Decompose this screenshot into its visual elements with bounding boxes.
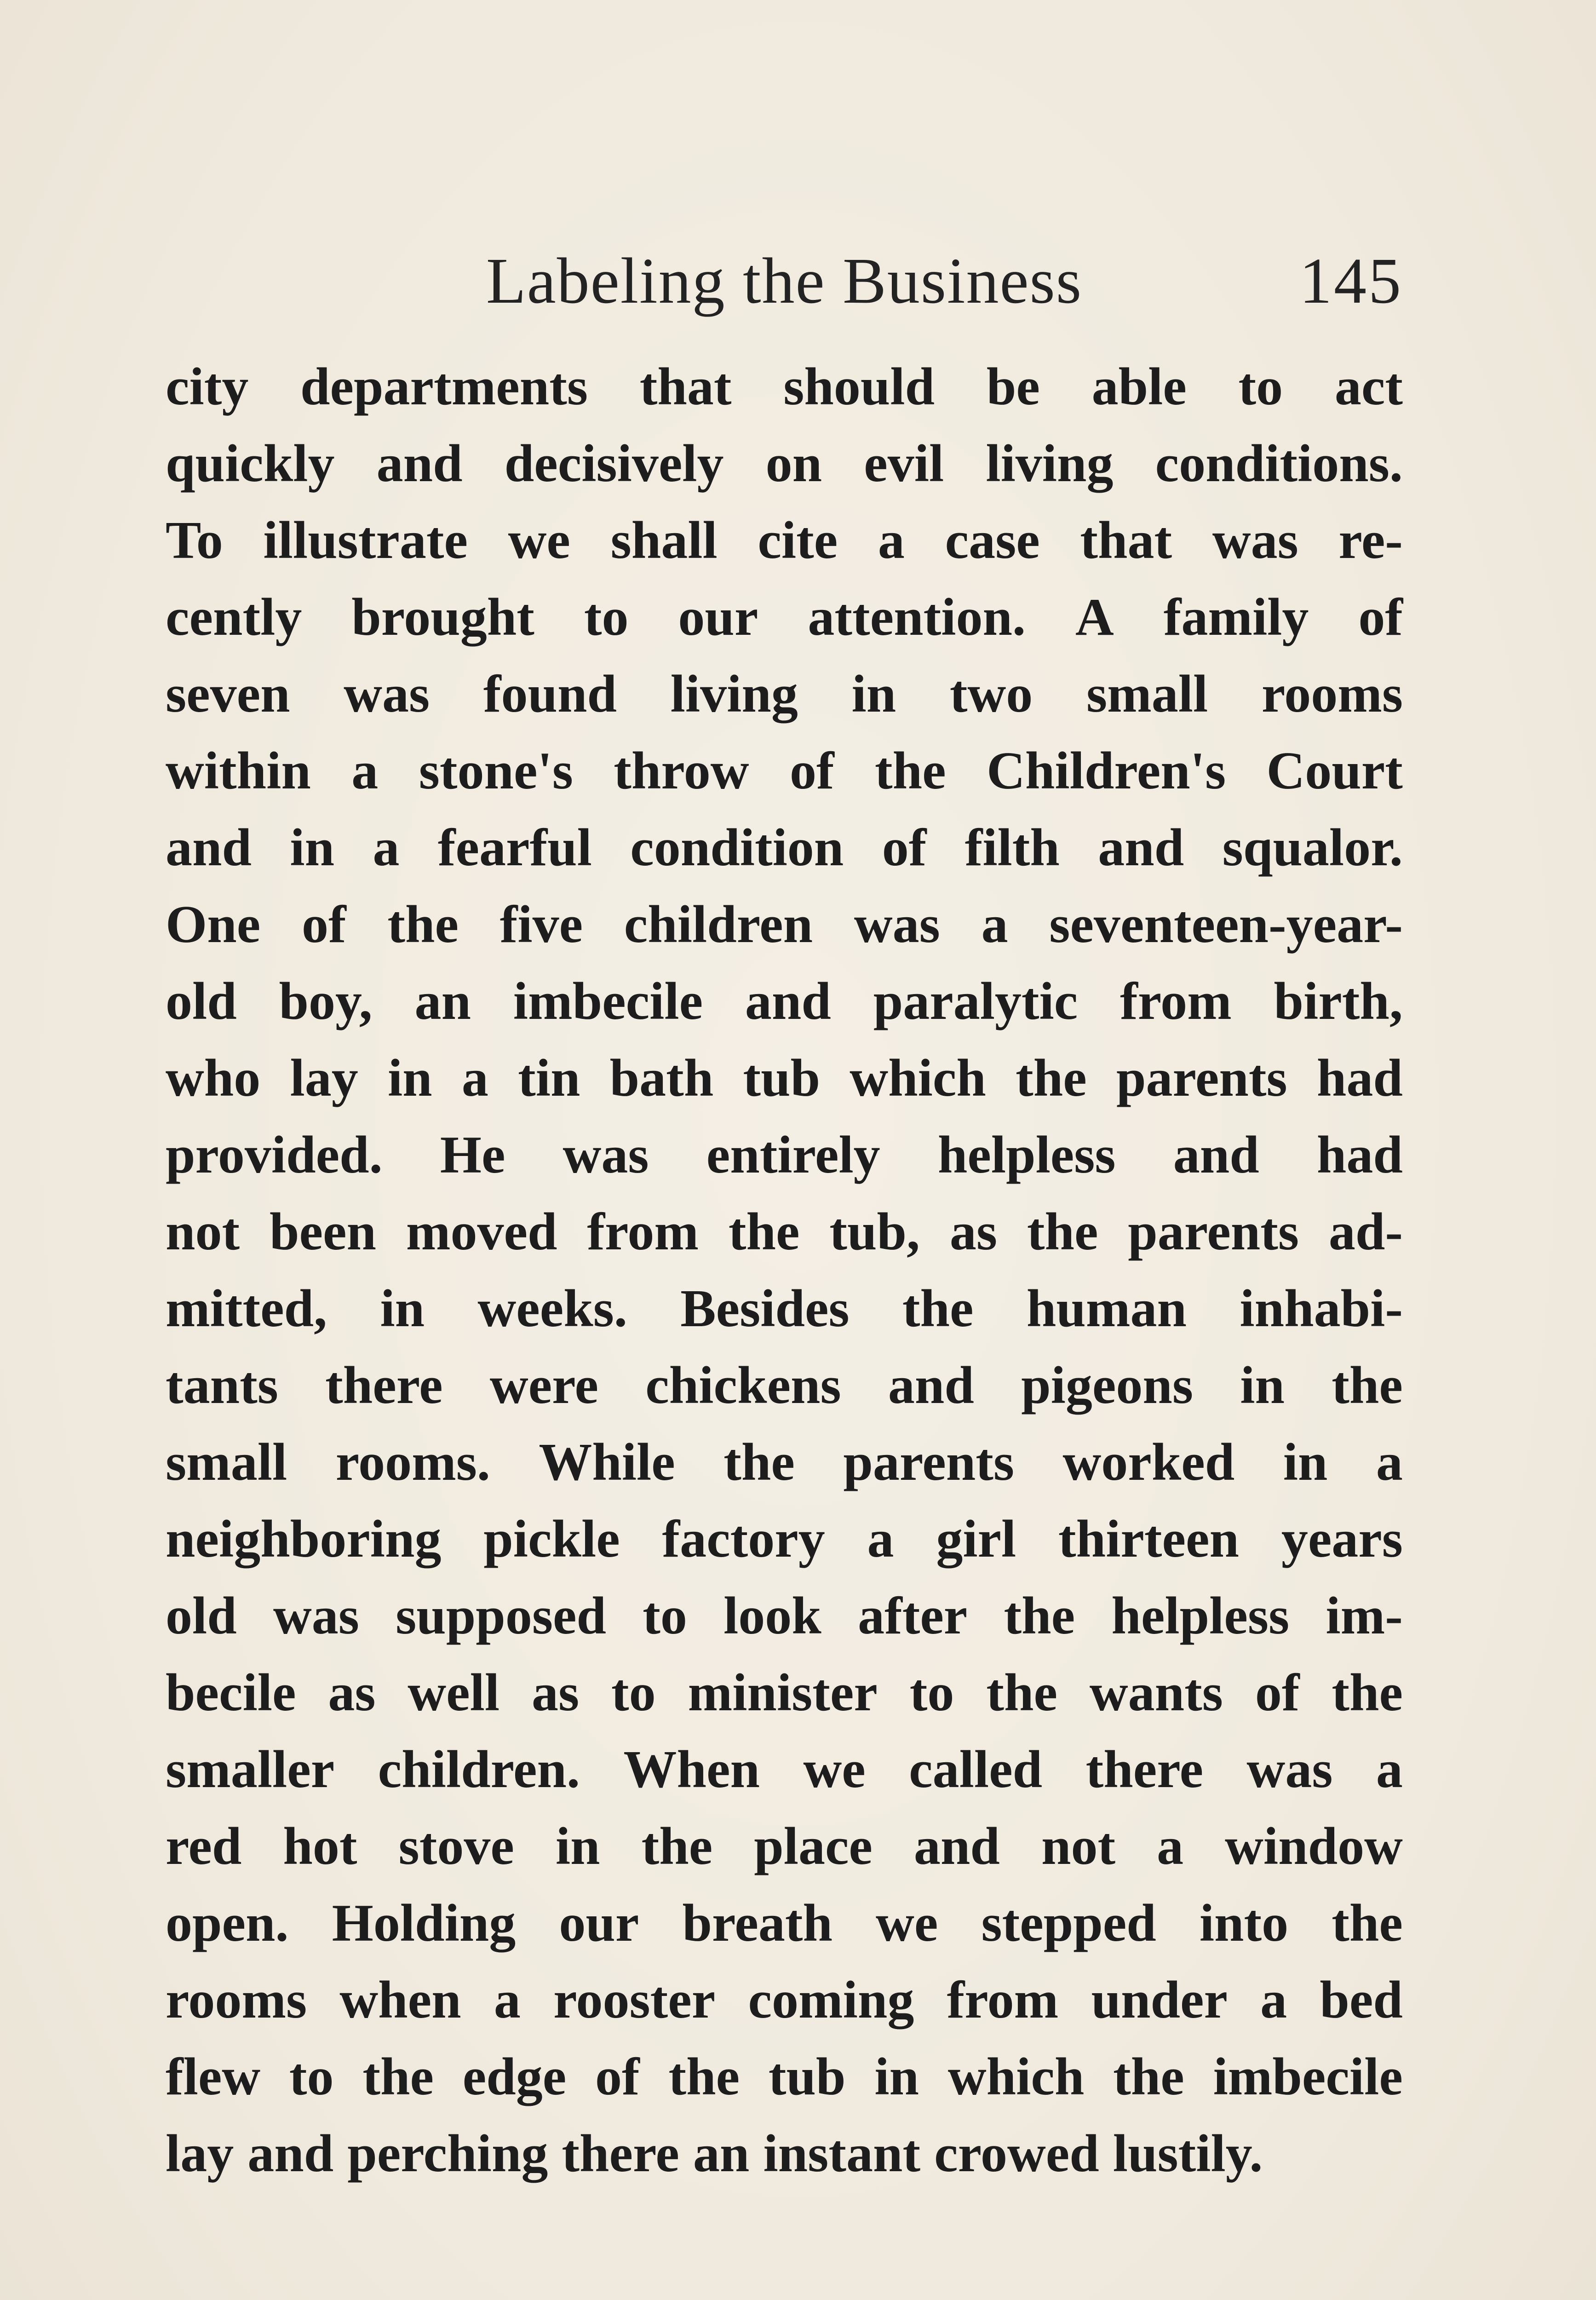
word: tants — [166, 1356, 278, 1415]
word: in — [387, 1049, 432, 1108]
word: Court — [1266, 742, 1403, 800]
word: the — [902, 1279, 974, 1338]
word: quickly — [166, 434, 335, 493]
word: place — [754, 1817, 873, 1876]
word: moved — [406, 1202, 557, 1261]
word: in — [851, 665, 896, 724]
word: to — [643, 1587, 687, 1645]
word: instant — [763, 2124, 921, 2183]
word: from — [947, 1971, 1059, 2030]
word: from — [587, 1202, 699, 1261]
word: provided. — [166, 1126, 383, 1184]
word: five — [499, 895, 583, 954]
text-line — [166, 349, 1403, 426]
text-line — [166, 1347, 1403, 1424]
word: years — [1281, 1510, 1403, 1569]
word: mitted, — [166, 1279, 327, 1338]
word: and — [1098, 818, 1184, 877]
word: and — [913, 1817, 1000, 1876]
word: the — [875, 742, 946, 800]
word: there — [562, 2124, 679, 2183]
text-line — [166, 656, 1403, 733]
word: that — [1080, 511, 1172, 570]
word: we — [508, 511, 570, 570]
word: an — [414, 972, 471, 1031]
word: the — [1027, 1202, 1098, 1261]
word: to — [909, 1663, 954, 1722]
word: the — [362, 2047, 434, 2106]
word: flew — [166, 2047, 261, 2106]
word: tub — [743, 1049, 821, 1108]
word: a — [1260, 1971, 1287, 2030]
word: helpless — [1111, 1587, 1290, 1645]
word: not — [166, 1202, 240, 1261]
word: old — [166, 972, 237, 1031]
word: One — [166, 895, 261, 954]
text-line — [166, 502, 1403, 579]
word: as — [328, 1663, 376, 1722]
word: the — [668, 2047, 740, 2106]
word: rooster — [553, 1971, 716, 2030]
word: the — [1004, 1587, 1075, 1645]
word: had — [1316, 1049, 1403, 1108]
word: Holding — [332, 1894, 516, 1953]
word: brought — [351, 588, 534, 647]
word: wants — [1089, 1663, 1223, 1722]
word: cently — [166, 588, 302, 647]
text-line — [166, 1271, 1403, 1347]
word: the — [728, 1202, 800, 1261]
word: was — [854, 895, 940, 954]
word: in — [290, 818, 335, 877]
word: When — [623, 1740, 760, 1799]
text-line — [166, 1962, 1403, 2039]
word: fearful — [437, 818, 592, 877]
word: a — [878, 511, 905, 570]
word: a — [867, 1510, 894, 1569]
word: the — [1332, 1663, 1403, 1722]
word: children. — [378, 1740, 580, 1799]
word: living — [670, 665, 798, 724]
word: To — [166, 511, 223, 570]
text-line — [166, 1731, 1403, 1808]
word: a — [461, 1049, 488, 1108]
word: a — [351, 742, 379, 800]
word: when — [339, 1971, 461, 2030]
word: our — [559, 1894, 639, 1953]
word: was — [563, 1126, 649, 1184]
word: as — [949, 1202, 997, 1261]
word: tub, — [829, 1202, 920, 1261]
word: imbecile — [513, 972, 703, 1031]
page-header — [166, 239, 1403, 322]
word: to — [289, 2047, 334, 2106]
word: as — [531, 1663, 580, 1722]
word: which — [947, 2047, 1085, 2106]
word: red — [166, 1817, 242, 1876]
word: human — [1026, 1279, 1187, 1338]
word: able — [1091, 357, 1187, 416]
word: our — [678, 588, 758, 647]
word: family — [1163, 588, 1309, 647]
running-head: Labeling the Business — [486, 244, 1083, 317]
text-line — [166, 1655, 1403, 1731]
word: window — [1225, 1817, 1403, 1876]
word: pigeons — [1021, 1356, 1194, 1415]
word: factory — [662, 1510, 825, 1569]
word: supposed — [396, 1587, 606, 1645]
word: ad- — [1328, 1202, 1403, 1261]
word: had — [1316, 1126, 1403, 1184]
word: pickle — [483, 1510, 620, 1569]
text-line — [166, 1885, 1403, 1962]
text-line — [166, 1040, 1403, 1117]
word: children — [624, 895, 813, 954]
word: girl — [936, 1510, 1016, 1569]
word: in — [555, 1817, 600, 1876]
word: attention. — [808, 588, 1026, 647]
word: small — [1086, 665, 1208, 724]
text-line — [166, 1578, 1403, 1655]
word: im- — [1326, 1587, 1403, 1645]
word: inhabi- — [1240, 1279, 1403, 1338]
text-line — [166, 1117, 1403, 1194]
text-line — [166, 1194, 1403, 1271]
word: conditions. — [1155, 434, 1403, 493]
text-line — [166, 1501, 1403, 1578]
word: coming — [748, 1971, 914, 2030]
body-paragraph — [166, 349, 1403, 2192]
word: stepped — [981, 1894, 1156, 1953]
word: imbecile — [1213, 2047, 1403, 2106]
word: was — [1212, 511, 1298, 570]
word: the — [723, 1433, 795, 1492]
word: of — [1358, 588, 1403, 647]
word: act — [1334, 357, 1403, 416]
text-line — [166, 810, 1403, 886]
word: was — [344, 665, 430, 724]
word: chickens — [645, 1356, 841, 1415]
word: of — [789, 742, 834, 800]
text-line — [166, 2116, 1403, 2192]
text-line — [166, 426, 1403, 502]
word: look — [723, 1587, 821, 1645]
word: there — [325, 1356, 443, 1415]
word: decisively — [504, 434, 724, 493]
word: an — [693, 2124, 750, 2183]
word: called — [909, 1740, 1043, 1799]
word: seventeen-year- — [1049, 895, 1403, 954]
word: helpless — [937, 1126, 1116, 1184]
word: rooms. — [335, 1433, 490, 1492]
word: birth, — [1274, 972, 1403, 1031]
word: to — [611, 1663, 656, 1722]
word: in — [380, 1279, 425, 1338]
word: were — [489, 1356, 599, 1415]
word: thirteen — [1058, 1510, 1240, 1569]
word: smaller — [166, 1740, 335, 1799]
word: open. — [166, 1894, 289, 1953]
word: Besides — [680, 1279, 850, 1338]
word: a — [981, 895, 1008, 954]
word: A — [1075, 588, 1114, 647]
word: the — [641, 1817, 713, 1876]
word: becile — [166, 1663, 296, 1722]
word: and — [745, 972, 831, 1031]
word: a — [494, 1971, 521, 2030]
word: into — [1199, 1894, 1289, 1953]
word: of — [882, 818, 927, 877]
word: of — [301, 895, 346, 954]
word: lay — [290, 1049, 358, 1108]
word: old — [166, 1587, 237, 1645]
word: stove — [398, 1817, 514, 1876]
word: not — [1041, 1817, 1116, 1876]
word: shall — [610, 511, 718, 570]
word: tub — [768, 2047, 846, 2106]
text-line — [166, 733, 1403, 810]
word: we — [876, 1894, 938, 1953]
word: and — [166, 818, 252, 877]
word: be — [986, 357, 1040, 416]
word: Children's — [987, 742, 1226, 800]
word: filth — [964, 818, 1060, 877]
word: condition — [630, 818, 844, 877]
word: illustrate — [263, 511, 468, 570]
word: departments — [300, 357, 588, 416]
word: the — [1016, 1049, 1087, 1108]
word: lustily. — [1113, 2124, 1263, 2183]
word: parents — [1116, 1049, 1287, 1108]
word: and — [888, 1356, 974, 1415]
word: to — [1238, 357, 1283, 416]
word: neighboring — [166, 1510, 442, 1569]
word: should — [783, 357, 935, 416]
word: a — [1376, 1740, 1403, 1799]
word: and — [247, 2124, 334, 2183]
word: crowed — [934, 2124, 1099, 2183]
word: well — [408, 1663, 500, 1722]
word: edge — [462, 2047, 567, 2106]
word: of — [1255, 1663, 1300, 1722]
word: which — [850, 1049, 986, 1108]
word: in — [1240, 1356, 1285, 1415]
word: lay — [166, 2124, 234, 2183]
text-line — [166, 886, 1403, 963]
word: of — [595, 2047, 640, 2106]
word: found — [483, 665, 617, 724]
word: was — [1246, 1740, 1333, 1799]
word: evil — [864, 434, 944, 493]
word: boy, — [279, 972, 373, 1031]
word: bed — [1320, 1971, 1403, 2030]
word: a — [1376, 1433, 1403, 1492]
word: on — [765, 434, 822, 493]
word: rooms — [1261, 665, 1403, 724]
word: to — [584, 588, 629, 647]
text-line — [166, 2039, 1403, 2116]
word: the — [986, 1663, 1057, 1722]
word: and — [376, 434, 463, 493]
word: bath — [609, 1049, 714, 1108]
word: squalor. — [1222, 818, 1403, 877]
text-line — [166, 579, 1403, 656]
word: re- — [1338, 511, 1403, 570]
word: the — [1332, 1356, 1403, 1415]
word: tin — [518, 1049, 580, 1108]
word: who — [166, 1049, 261, 1108]
word: weeks. — [477, 1279, 627, 1338]
word: a — [1157, 1817, 1184, 1876]
word: there — [1085, 1740, 1204, 1799]
word: small — [166, 1433, 287, 1492]
word: While — [539, 1433, 675, 1492]
word: case — [945, 511, 1040, 570]
word: He — [440, 1126, 505, 1184]
word: parents — [1128, 1202, 1299, 1261]
word: city — [166, 357, 249, 416]
word: two — [949, 665, 1033, 724]
word: throw — [614, 742, 749, 800]
word: after — [858, 1587, 968, 1645]
word: breath — [682, 1894, 833, 1953]
text-line — [166, 1424, 1403, 1501]
word: the — [1113, 2047, 1184, 2106]
word: minister — [688, 1663, 878, 1722]
page-number: 145 — [1299, 244, 1403, 317]
word: in — [874, 2047, 919, 2106]
word: within — [166, 742, 311, 800]
word: rooms — [166, 1971, 307, 2030]
word: from — [1120, 972, 1232, 1031]
word: the — [387, 895, 459, 954]
word: that — [639, 357, 732, 416]
word: perching — [347, 2124, 548, 2183]
word: was — [273, 1587, 359, 1645]
word: living — [986, 434, 1114, 493]
word: cite — [758, 511, 838, 570]
word: stone's — [419, 742, 573, 800]
text-line — [166, 1808, 1403, 1885]
word: entirely — [706, 1126, 880, 1184]
text-line — [166, 963, 1403, 1040]
word: and — [1173, 1126, 1259, 1184]
word: seven — [166, 665, 290, 724]
word: paralytic — [873, 972, 1078, 1031]
word: the — [1332, 1894, 1403, 1953]
word: we — [803, 1740, 866, 1799]
word: worked — [1062, 1433, 1235, 1492]
word: hot — [283, 1817, 357, 1876]
word: parents — [843, 1433, 1015, 1492]
word: under — [1091, 1971, 1228, 2030]
word: been — [270, 1202, 376, 1261]
word: a — [373, 818, 400, 877]
word: in — [1283, 1433, 1328, 1492]
